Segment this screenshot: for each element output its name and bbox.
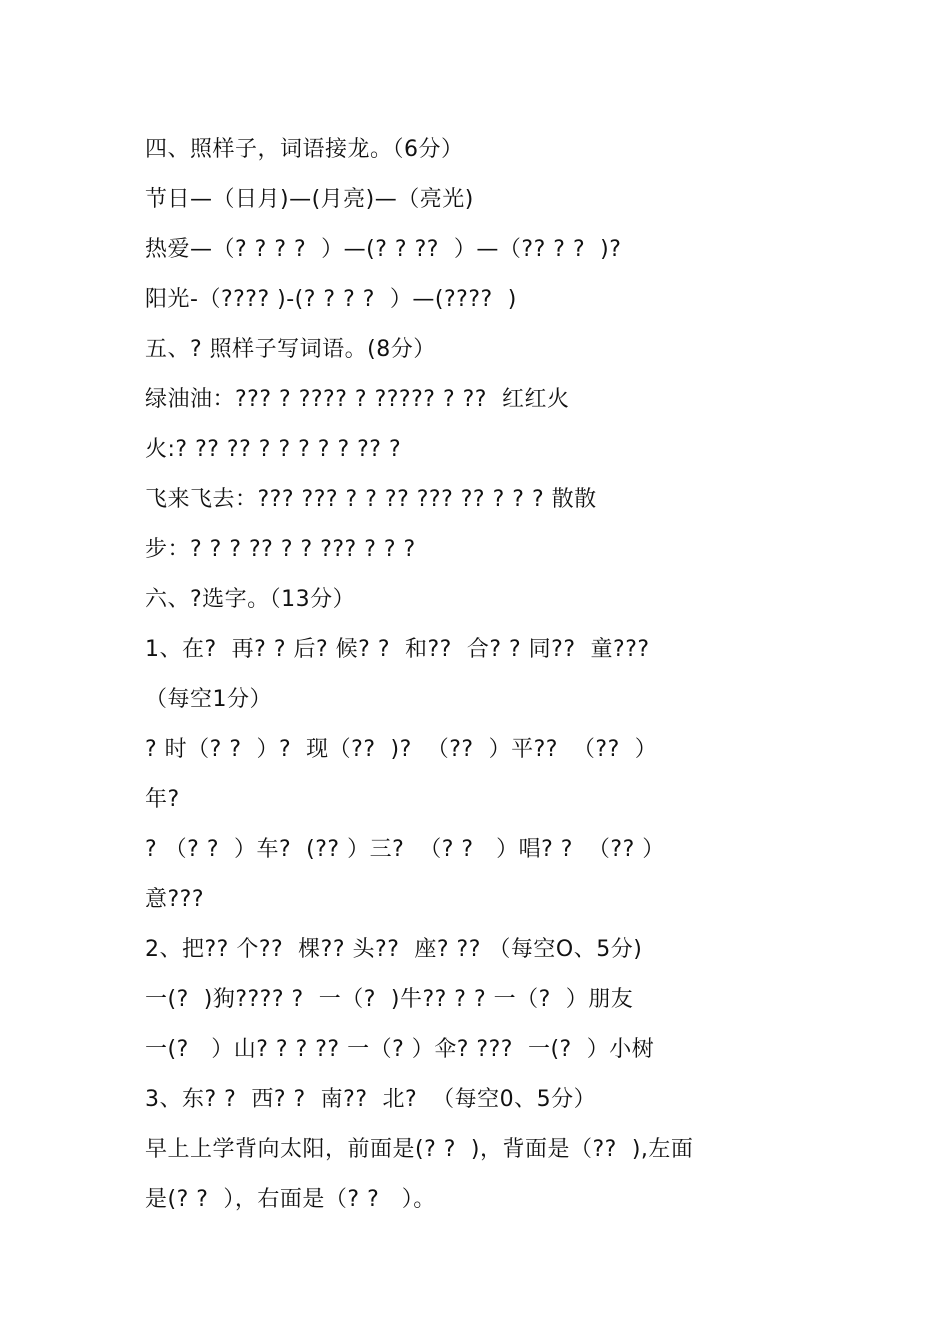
worksheet-text xyxy=(145,125,835,1225)
question-line: 1、在? 再? ? 后? 候? ? 和?? 合? ? 同?? 童??? xyxy=(145,637,650,662)
section-five-heading: 五、? 照样子写词语。(8分） xyxy=(145,337,436,362)
exercise-line: ? 时（? ? ）? 现（?? )? （?? ）平?? （?? ） xyxy=(145,737,658,762)
exercise-line: 火:? ?? ?? ? ? ? ? ? ?? ? xyxy=(145,437,402,462)
exercise-line: 绿油油：??? ? ???? ? ????? ? ?? 红红火 xyxy=(145,387,570,412)
question-line: 2、把?? 个?? 棵?? 头?? 座? ?? （每空O、5分) xyxy=(145,937,643,962)
section-six-heading: 六、?选字。（13分） xyxy=(145,587,356,612)
exercise-line: 步：? ? ? ?? ? ? ??? ? ? ? xyxy=(145,537,416,562)
exercise-line: 早上上学背向太阳，前面是(? ? )，背面是（?? ),左面 xyxy=(145,1137,694,1162)
exercise-line: 阳光-（???? )-(? ? ? ? ）—(???? ) xyxy=(145,287,517,312)
exercise-line: 一(? ）山? ? ? ?? 一（? ）伞? ??? 一(? ）小树 xyxy=(145,1037,655,1062)
exercise-line: 热爱—（? ? ? ? ）—(? ? ?? ）—（?? ? ? )? xyxy=(145,237,622,262)
example-line: 节日—（日月)—(月亮)—（亮光) xyxy=(145,187,474,212)
exercise-line: 年? xyxy=(145,787,180,812)
section-four-heading: 四、照样子，词语接龙。（6分） xyxy=(145,137,464,162)
exercise-line: 飞来飞去：??? ??? ? ? ?? ??? ?? ? ? ? 散散 xyxy=(145,487,597,512)
score-note: （每空1分） xyxy=(145,687,272,712)
exercise-line: ? （? ? ）车? (?? ）三? （? ? ）唱? ? （?? ） xyxy=(145,837,665,862)
question-line: 3、东? ? 西? ? 南?? 北? （每空0、5分） xyxy=(145,1087,597,1112)
exercise-line: 意??? xyxy=(145,887,205,912)
exercise-line: 是(? ? ），右面是（? ? ）。 xyxy=(145,1187,436,1212)
exercise-line: 一(? )狗???? ? 一（? )牛?? ? ? 一（? ）朋友 xyxy=(145,987,634,1012)
